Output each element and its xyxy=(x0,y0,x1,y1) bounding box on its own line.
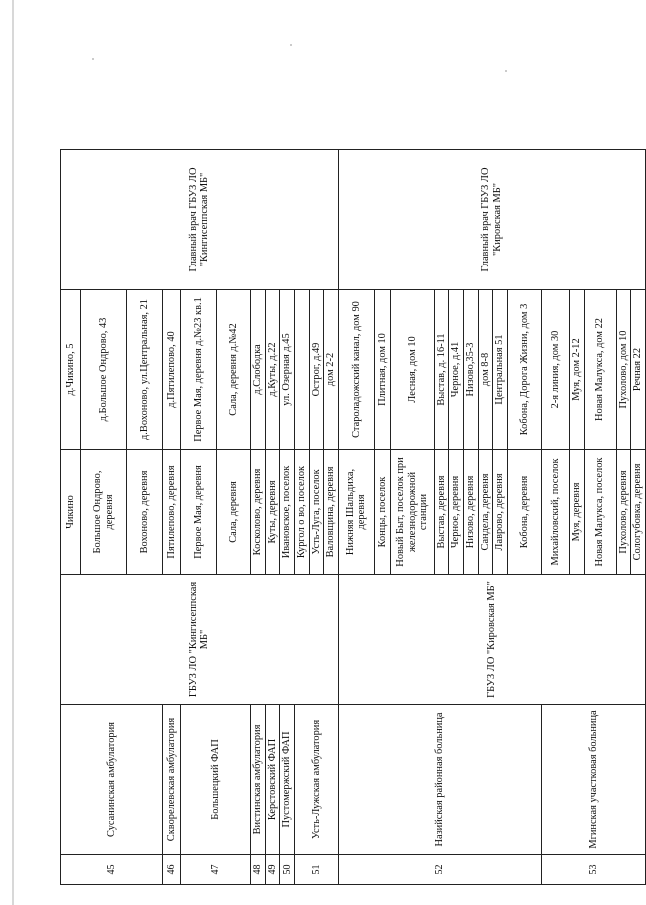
row-number: 48 xyxy=(251,855,266,885)
facility-table xyxy=(60,149,646,885)
locality: Новый Быт, поселок при железнодорожной станции xyxy=(390,450,434,575)
locality: Пятилепово, деревня xyxy=(163,450,181,575)
rotated-table-area xyxy=(60,150,644,885)
locality: Сологубовка, деревня xyxy=(631,450,646,575)
locality: Лаврово, деревня xyxy=(493,450,508,575)
locality: Усть-Луга, поселок xyxy=(309,450,324,575)
table-row xyxy=(61,150,81,885)
address: д.Куты, д.22 xyxy=(265,290,280,450)
scan-speck xyxy=(505,70,507,72)
address: д.Вохоново, ул.Центральная, 21 xyxy=(127,290,163,450)
facility-name: Керстовский ФАП xyxy=(265,705,280,855)
address: Первое Мая, деревня д.№23 кв.1 xyxy=(181,290,217,450)
locality: Кобона, деревня xyxy=(508,450,542,575)
locality: Кургол о во, поселок xyxy=(294,450,309,575)
row-number: 46 xyxy=(163,855,181,885)
scan-edge-left xyxy=(12,0,14,905)
locality: Ивановское, поселок xyxy=(280,450,295,575)
address: дом 8-8 xyxy=(478,290,493,450)
row-number: 45 xyxy=(61,855,163,885)
scan-speck xyxy=(290,44,292,46)
organization: ГБУЗ ЛО "Кингисеппская МБ" xyxy=(61,575,339,705)
facility-name: Вистинская амбулатория xyxy=(251,705,266,855)
address: д.Слободка xyxy=(251,290,266,450)
responsible: Главный врач ГБУЗ ЛО "Кировская МБ" xyxy=(338,150,645,290)
locality: Пухолово, деревня xyxy=(616,450,631,575)
locality: Михайловский, поселок xyxy=(542,450,570,575)
row-number: 50 xyxy=(280,855,295,885)
locality: Первое Мая, деревня xyxy=(181,450,217,575)
locality: Муя, деревня xyxy=(570,450,585,575)
row-number: 49 xyxy=(265,855,280,885)
locality: Вохоново, деревня xyxy=(127,450,163,575)
row-number: 52 xyxy=(338,855,541,885)
facility-name: Большецкий ФАП xyxy=(181,705,251,855)
locality: Концы, поселок xyxy=(374,450,390,575)
locality: Сала, деревня xyxy=(217,450,251,575)
address: Выстав, д. 16-11 xyxy=(434,290,449,450)
address: Пухолово, дом 10 xyxy=(616,290,631,450)
row-number: 53 xyxy=(542,855,646,885)
facility-name: Скворелевская амбулатория xyxy=(163,705,181,855)
facility-name: Мгинская участковая больница xyxy=(542,705,646,855)
locality: Косколово, деревня xyxy=(251,450,266,575)
locality: Валовщина, деревня xyxy=(324,450,339,575)
facility-name: Сусанинская амбулатория xyxy=(61,705,163,855)
responsible: Главный врач ГБУЗ ЛО "Кингисеппская МБ" xyxy=(61,150,339,290)
locality: Низово, деревня xyxy=(464,450,479,575)
locality: Нижняя Шальдиха, деревня xyxy=(338,450,374,575)
facility-name: Назийская районная больница xyxy=(338,705,541,855)
address: Черное, д.41 xyxy=(449,290,464,450)
address: Речная 22 xyxy=(631,290,646,450)
address: Острог, д.49 xyxy=(309,290,324,450)
address: Сала, деревня д.№42 xyxy=(217,290,251,450)
facility-name: Пустомержский ФАП xyxy=(280,705,295,855)
locality: Выстав, деревня xyxy=(434,450,449,575)
organization: ГБУЗ ЛО "Кировская МБ" xyxy=(338,575,645,705)
address: ул. Озерная д.45 xyxy=(280,290,295,450)
facility-name: Усть-Лужская амбулатория xyxy=(294,705,338,855)
address: Лесная, дом 10 xyxy=(390,290,434,450)
address: Плитная, дом 10 xyxy=(374,290,390,450)
locality: Сандела, деревня xyxy=(478,450,493,575)
table-row xyxy=(338,150,374,885)
address xyxy=(294,290,309,450)
row-number: 51 xyxy=(294,855,338,885)
address: Центральная 51 xyxy=(493,290,508,450)
address: Новая Малукса, дом 22 xyxy=(584,290,616,450)
address: дом 2-2 xyxy=(324,290,339,450)
locality: Чикино xyxy=(61,450,81,575)
address: Кобона, Дорога Жизни, дом 3 xyxy=(508,290,542,450)
locality: Куты, деревня xyxy=(265,450,280,575)
address: д.Большое Ондрово, 43 xyxy=(81,290,127,450)
locality: Новая Малукса, поселок xyxy=(584,450,616,575)
locality: Большое Ондрово, деревня xyxy=(81,450,127,575)
address: Муя, дом 2-12 xyxy=(570,290,585,450)
scan-speck xyxy=(92,58,94,60)
address: 2-я линия, дом 30 xyxy=(542,290,570,450)
address: Низово,35-3 xyxy=(464,290,479,450)
address: Староладожский канал, дом 90 xyxy=(338,290,374,450)
address: д.Пятилепово, 40 xyxy=(163,290,181,450)
locality: Черное, деревня xyxy=(449,450,464,575)
row-number: 47 xyxy=(181,855,251,885)
address: д.Чикино, 5 xyxy=(61,290,81,450)
